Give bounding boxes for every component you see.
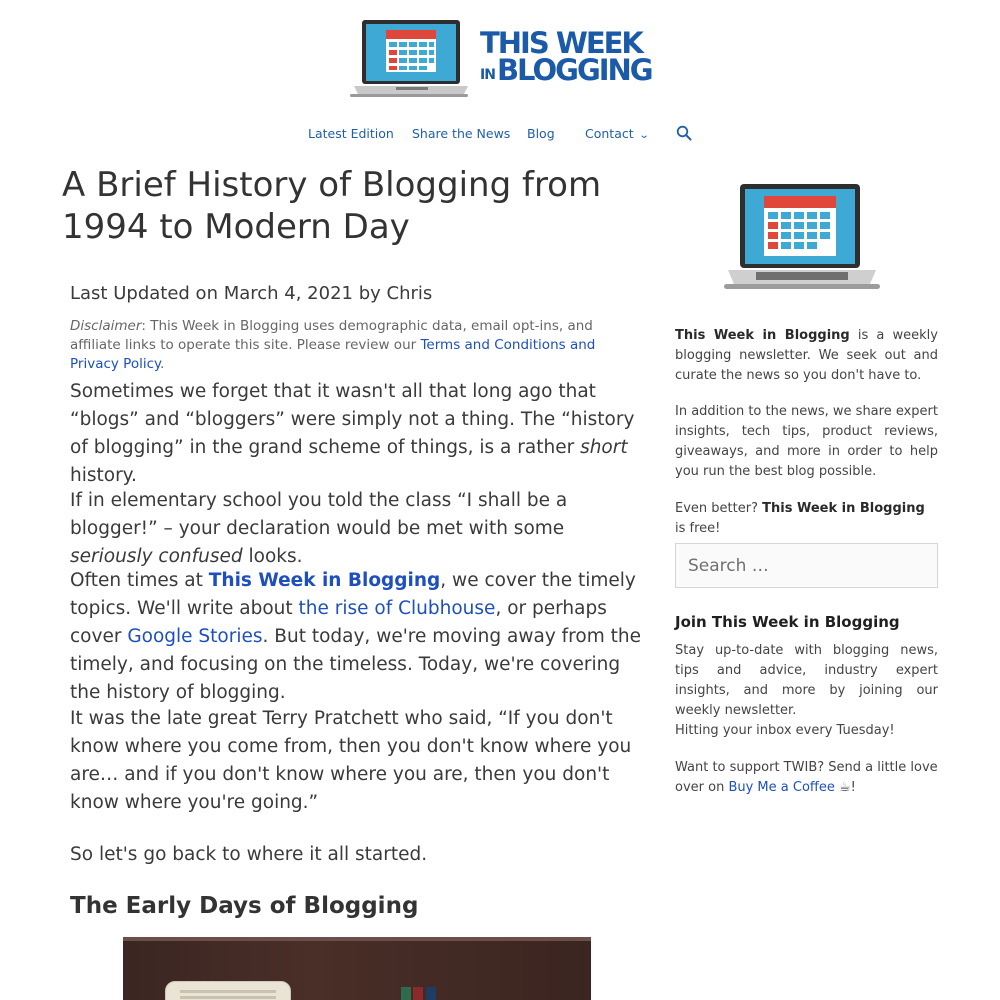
nav-item-contact-label: Contact <box>585 126 634 141</box>
p3-text-d: . But today, we're moving away from the timely, and focusing on the timeless. Today, we're covering the history of blogging. <box>70 626 641 703</box>
post-meta <box>70 283 432 304</box>
about-rest: is a weekly blogging newsletter. We seek out and curate the news so you don't have to. <box>675 328 938 383</box>
author-link[interactable]: Chris <box>386 283 433 304</box>
photo-book <box>426 987 436 1000</box>
p2-emphasis: seriously confused <box>70 546 243 567</box>
better-b: is free! <box>675 521 721 536</box>
photo-book <box>413 987 423 1000</box>
terms-privacy-link[interactable]: Terms and Conditions and Privacy Policy <box>70 337 596 372</box>
site-brand-wordmark[interactable] <box>480 26 652 89</box>
p3-text-b: , we cover the timely topics. We'll write about <box>70 570 636 619</box>
nav-item-share-the-news[interactable]: Share the News <box>412 126 511 141</box>
join-text: Stay up-to-date with blogging news, tips and advice, industry expert insights, and more by joining our weekly newsletter. <box>675 643 938 718</box>
p2-text-a: If in elementary school you told the class “I shall be a blogger!” – your declaration would be met with some <box>70 490 568 539</box>
paragraph-pratchett-quote: It was the late great Terry Pratchett who said, “If you don't know where you come from, then you don't know where you are… and if you don't know where you are, then you don't know where you're going.” <box>70 708 632 813</box>
brand-line-2 <box>480 53 652 89</box>
photo-shelf <box>123 937 591 941</box>
article-image-vintage-computer <box>123 937 591 1000</box>
support-note <box>675 758 938 798</box>
join-heading: Join This Week in Blogging <box>675 613 900 631</box>
main-navigation <box>0 126 1000 146</box>
clubhouse-link[interactable]: the rise of Clubhouse <box>298 598 496 619</box>
photo-book <box>401 987 411 1000</box>
chevron-down-icon: ⌄ <box>638 130 650 141</box>
disclaimer-label: Disclaimer <box>70 318 142 334</box>
disclaimer-end: . <box>160 356 165 372</box>
google-stories-link[interactable]: Google Stories <box>127 626 263 647</box>
better-a: Even better? <box>675 501 763 516</box>
sidebar-search-input[interactable] <box>675 543 938 588</box>
sidebar-free-note <box>675 499 938 539</box>
photo-computer <box>165 981 291 1000</box>
paragraph-go-back: So let's go back to where it all started. <box>70 844 428 865</box>
nav-item-latest-edition[interactable]: Latest Edition <box>308 126 394 141</box>
better-bold: This Week in Blogging <box>762 501 925 516</box>
paragraph-intro <box>70 378 645 490</box>
p1-emphasis: short <box>580 437 628 458</box>
page-title: A Brief History of Blogging from 1994 to Modern Day <box>62 165 602 247</box>
about-bold: This Week in Blogging <box>675 328 850 343</box>
p3-text-a: Often times at <box>70 570 209 591</box>
brand-blogging: BLOGGING <box>496 53 652 87</box>
p2-text-b: looks. <box>242 546 303 567</box>
nav-item-contact[interactable] <box>585 126 648 141</box>
support-end: ! <box>850 780 856 795</box>
sidebar-laptop-calendar-icon <box>718 180 886 298</box>
p1-text-a: Sometimes we forget that it wasn't all that long ago that “blogs” and “bloggers” were simply not a thing. The “history of blogging” in the grand scheme of things, is a rather <box>70 381 635 458</box>
buy-me-a-coffee-link[interactable]: Buy Me a Coffee <box>728 780 835 795</box>
coffee-icon: ☕ <box>839 780 851 795</box>
search-icon[interactable] <box>676 125 692 141</box>
paragraph-elementary <box>70 487 645 571</box>
disclaimer <box>70 317 630 374</box>
post-meta-date: Last Updated on March 4, 2021 by <box>70 283 387 304</box>
inbox-note: Hitting your inbox every Tuesday! <box>675 723 895 738</box>
disclaimer-text: : This Week in Blogging uses demographic data, email opt-ins, and affiliate links to operate this site. Please review our <box>70 318 593 353</box>
p1-text-b: history. <box>70 465 137 486</box>
support-a: Want to support TWIB? Send a little love over on <box>675 760 938 795</box>
brand-in: IN <box>480 67 495 83</box>
nav-item-blog[interactable]: Blog <box>527 126 555 141</box>
paragraph-timely <box>70 567 645 707</box>
sidebar-about <box>675 326 938 386</box>
sidebar-addition: In addition to the news, we share expert insights, tech tips, product reviews, giveaways, and more in order to help you run the best blog possible. <box>675 404 938 479</box>
twib-link[interactable]: This Week in Blogging <box>208 570 441 591</box>
p3-text-c: , or perhaps cover <box>70 598 607 647</box>
brand-line-1: THIS WEEK <box>480 26 642 60</box>
section-heading-early-days: The Early Days of Blogging <box>70 893 419 919</box>
laptop-calendar-icon <box>350 20 468 97</box>
